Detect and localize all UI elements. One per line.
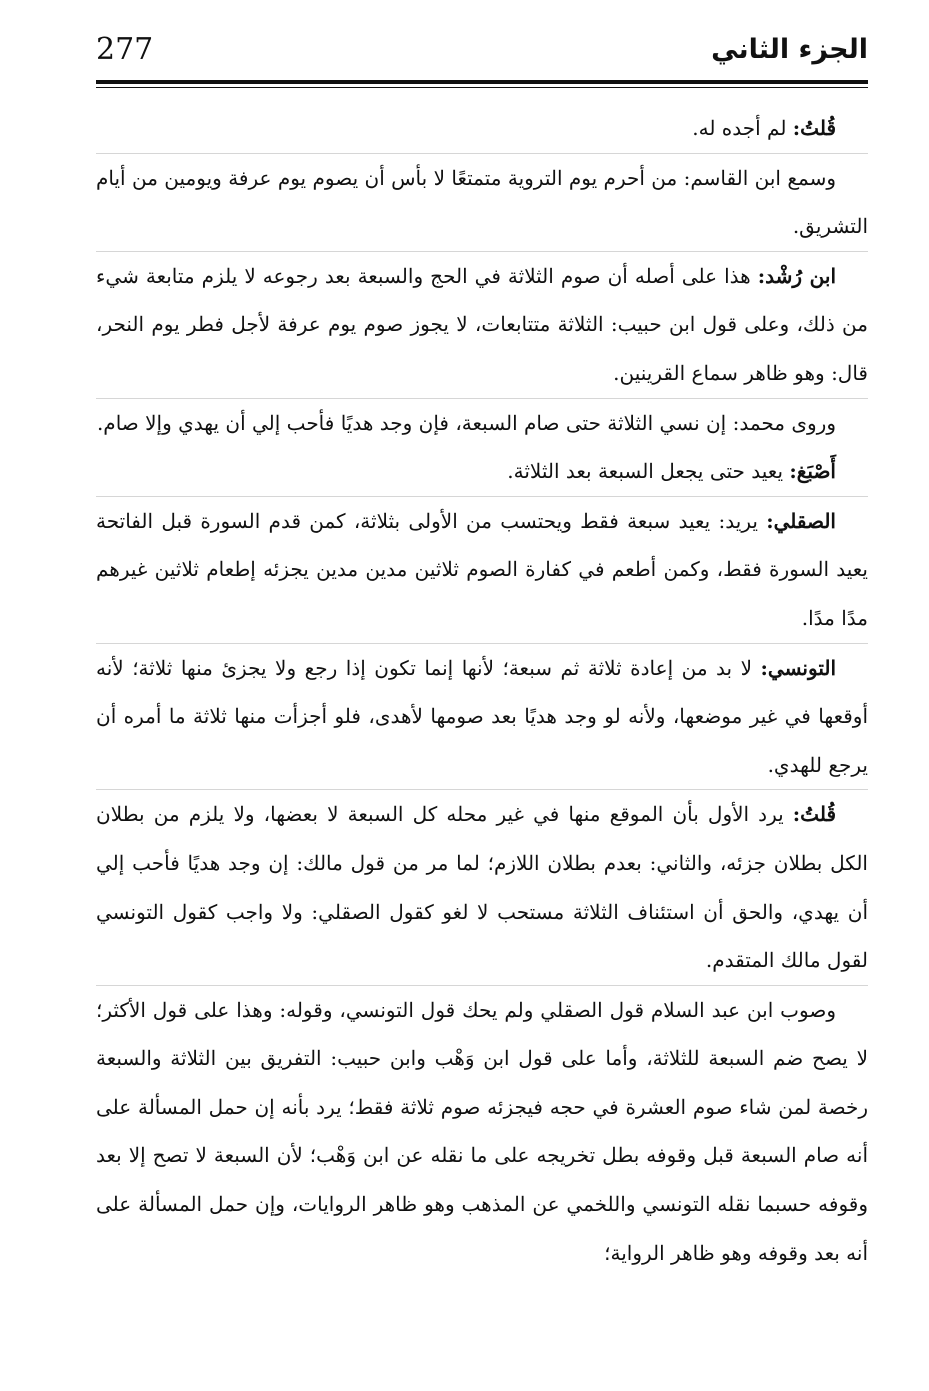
paragraph-text: وسمع ابن القاسم: من أحرم يوم التروية متمتعًا لا بأس أن يصوم يوم عرفة ويومين من أيام التشريق. bbox=[96, 165, 868, 239]
paragraph bbox=[96, 496, 868, 643]
paragraph bbox=[96, 153, 868, 251]
paragraph-lead: ابن رُشْد: bbox=[757, 263, 837, 288]
page-header bbox=[96, 28, 868, 80]
paragraph bbox=[96, 985, 868, 1278]
paragraph-text: يرد الأول بأن الموقع منها في غير محله كل السبعة لا بعضها، ولا يلزم من بطلان الكل بطلان جزئه، والثاني: بعدم بطلان اللازم؛ لما مر من قول مالك: إن وجد هديًا فأحب إلي أن يهدي، والحق أن استئناف الثلاثة مستحب لا لغو كقول الصقلي: ولا واجب كقول التونسي لقول مالك المتقدم. bbox=[96, 802, 869, 973]
paragraph-lead: الصقلي: bbox=[766, 508, 836, 533]
paragraph-text: هذا على أصله أن صوم الثلاثة في الحج والسبعة بعد رجوعه لا يلزم متابعة شيء من ذلك، وعلى قول ابن حبيب: الثلاثة متتابعات، لا يجوز صوم يوم عرفة لأجل فطر يوم النحر، قال: وهو ظاهر سماع القرينين. bbox=[96, 263, 868, 385]
paragraph bbox=[96, 447, 868, 496]
paragraph-lead: قُلتُ: bbox=[792, 116, 836, 140]
paragraph-text: يريد: يعيد سبعة فقط ويحتسب من الأولى بثلاثة، كمن قدم السورة قبل الفاتحة يعيد السورة فقط، وكمن أطعم في كفارة الصوم ثلاثين مدين مدين يجزئه إطعام ثلاثين غيرهم مدًا مدًا. bbox=[96, 508, 868, 630]
page-number: 277 bbox=[96, 32, 154, 67]
paragraph bbox=[96, 789, 868, 984]
paragraph-text: وروى محمد: إن نسي الثلاثة حتى صام السبعة، فإن وجد هديًا فأحب إلي أن يهدي وإلا صام. bbox=[96, 410, 836, 435]
paragraph-text: وصوب ابن عبد السلام قول الصقلي ولم يحك قول التونسي، وقوله: وهذا على قول الأكثر؛ لا يصح ضم السبعة للثلاثة، وأما على قول ابن وَهْب وابن حبيب: التفريق بين الثلاثة والسبعة رخصة لمن شاء صوم العشرة في حجه فيجزئه صوم ثلاثة فقط؛ يرد بأنه إن حمل المسألة على أنه صام السبعة قبل وقوفه بطل تخريجه على ما نقله عن ابن وَهْب؛ لأن السبعة لا تصح إلا بعد وقوفه حسبما نقله التونسي واللخمي عن المذهب وهو ظاهر الروايات، وإن حمل المسألة على أنه بعد وقوفه وهو ظاهر الرواية؛ bbox=[96, 997, 869, 1265]
header-rule-thin bbox=[96, 87, 868, 88]
main-text bbox=[96, 104, 868, 1277]
paragraph-lead: أَصْبَغ: bbox=[789, 459, 836, 484]
paragraph-text: لا بد من إعادة ثلاثة ثم سبعة؛ لأنها إنما تكون إذا رجع ولا يجزئ منها ثلاثة؛ لأنه أوقعها في غير موضعها، ولأنه لو وجد هديًا بعد صومها لأهدى، فلو أجزأت منها ثلاثة ما أمره أن يرجع للهدي. bbox=[96, 655, 868, 777]
running-head: الجزء الثاني bbox=[711, 34, 868, 65]
header-rule-thick bbox=[96, 80, 868, 84]
paragraph-text: يعيد حتى يجعل السبعة بعد الثلاثة. bbox=[507, 459, 784, 484]
paragraph bbox=[96, 251, 868, 398]
paragraph bbox=[96, 104, 868, 153]
paragraph-lead: التونسي: bbox=[760, 655, 837, 680]
paragraph-lead: قُلتُ: bbox=[792, 802, 836, 827]
paragraph bbox=[96, 643, 868, 790]
paragraph bbox=[96, 398, 868, 448]
paragraph-text: لم أجده له. bbox=[692, 116, 787, 140]
